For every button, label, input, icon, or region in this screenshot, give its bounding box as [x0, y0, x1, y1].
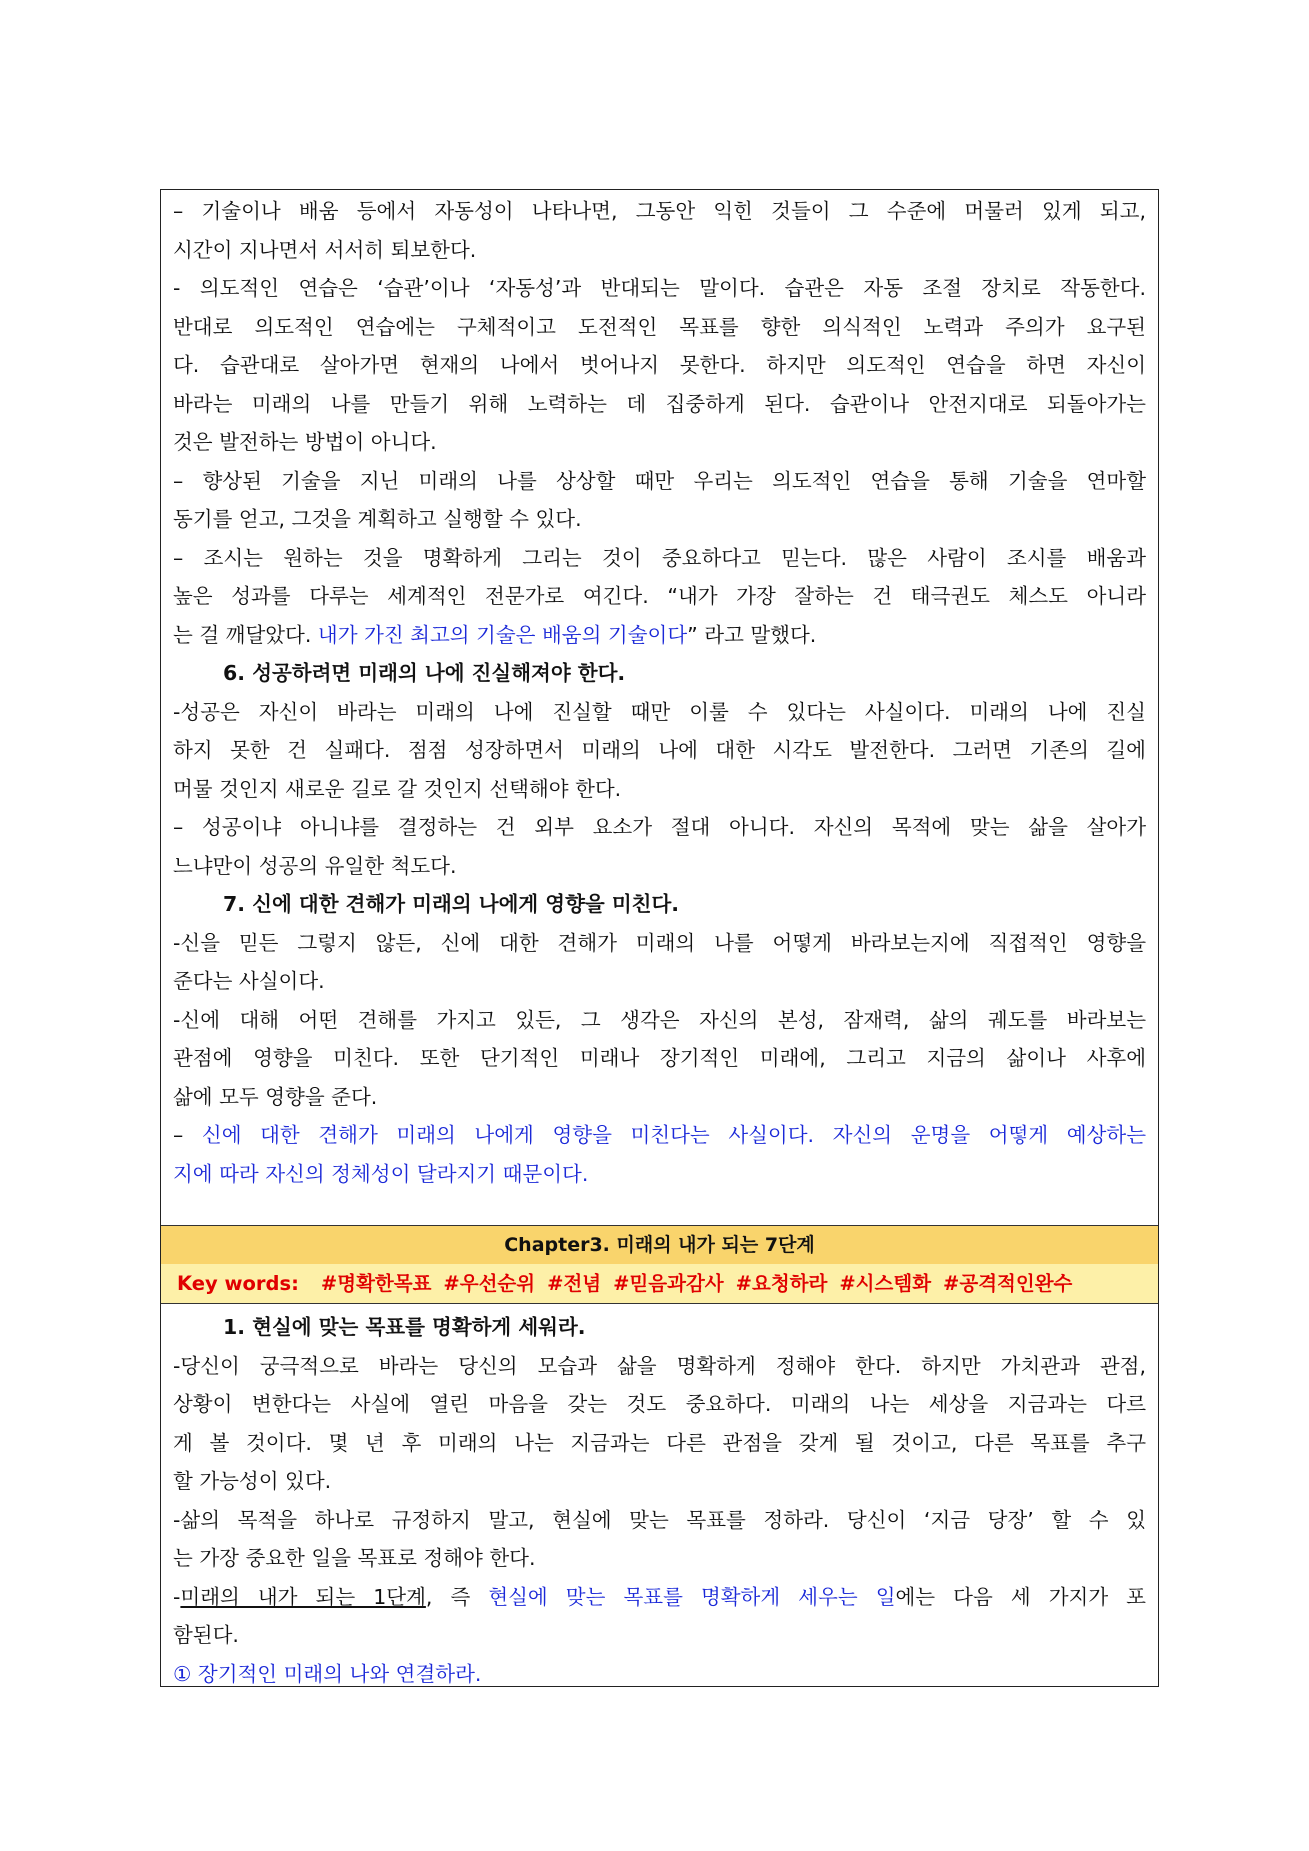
subheading-1: 1. 현실에 맞는 목표를 명확하게 세워라. [223, 1315, 586, 1339]
text-line: -삶의 목적을 하나로 규정하지 말고, 현실에 맞는 목표를 정하라. 당신이 ‘지금 당장’ 할 수 있 [173, 1507, 1146, 1532]
keyword-tag: #우선순위 [443, 1272, 536, 1295]
section-notes [173, 192, 1146, 1193]
section-chapter3 [173, 1308, 1146, 1693]
text-line: 동기를 얻고, 그것을 계획하고 실행할 수 있다. [173, 507, 582, 531]
text-line: 삶에 모두 영향을 준다. [173, 1084, 378, 1109]
subheading-6: 6. 성공하려면 미래의 나에 진실해져야 한다. [223, 661, 626, 685]
text-segment: 는 걸 깨달았다. [173, 622, 318, 647]
text-line: 할 가능성이 있다. [173, 1469, 332, 1493]
text-line: 다. 습관대로 살아가면 현재의 나에서 벗어나지 못한다. 하지만 의도적인 연습을 하면 자신이 [173, 353, 1146, 377]
keyword-tag: #시스템화 [839, 1272, 932, 1295]
text-line [173, 1116, 1146, 1155]
highlight-text: 지에 따라 자신의 정체성이 달라지기 때문이다. [173, 1161, 589, 1186]
text-line: – 향상된 기술을 지닌 미래의 나를 상상할 때만 우리는 의도적인 연습을 통해 기술을 연마할 [173, 468, 1146, 493]
keyword-tag: #공격적인완수 [943, 1272, 1073, 1295]
text-line: -당신이 궁극적으로 바라는 당신의 모습과 삶을 명확하게 정해야 한다. 하지만 가치관과 관점, [173, 1353, 1146, 1378]
keyword-tag: #요청하라 [735, 1272, 828, 1295]
step-item: ① 장기적인 미래의 나와 연결하라. [173, 1661, 482, 1686]
text-segment: , 즉 [425, 1584, 489, 1609]
text-line: -신에 대해 어떤 견해를 가지고 있든, 그 생각은 자신의 본성, 잠재력, 삶의 궤도를 바라보는 [173, 1007, 1146, 1032]
highlight-quote: 내가 가진 최고의 기술은 배움의 기술이다 [317, 622, 688, 647]
text-line: 시간이 지나면서 서서히 퇴보한다. [173, 237, 477, 262]
text-segment: 에는 다음 세 가지가 포 [895, 1584, 1146, 1609]
keyword-tag: #믿음과감사 [613, 1272, 724, 1295]
text-line: 준다는 사실이다. [173, 969, 325, 993]
text-segment: – [173, 1123, 202, 1147]
keywords-label: Key words: [177, 1272, 299, 1295]
text-line: - 의도적인 연습은 ‘습관’이나 ‘자동성’과 반대되는 말이다. 습관은 자동 조절 장치로 작동한다. [173, 276, 1146, 300]
keyword-tag: #전념 [547, 1272, 602, 1295]
underlined-text: 미래의 내가 되는 1단계 [180, 1584, 426, 1609]
text-line: 게 볼 것이다. 몇 년 후 미래의 나는 지금과는 다른 관점을 갖게 될 것이고, 다른 목표를 추구 [173, 1430, 1146, 1455]
text-line: 상황이 변한다는 사실에 열린 마음을 갖는 것도 중요하다. 미래의 나는 세상을 지금과는 다르 [173, 1392, 1146, 1416]
text-line: 것은 발전하는 방법이 아니다. [173, 430, 437, 454]
text-line: -성공은 자신이 바라는 미래의 나에 진실할 때만 이룰 수 있다는 사실이다. 미래의 나에 진실 [173, 699, 1146, 724]
text-line: 바라는 미래의 나를 만들기 위해 노력하는 데 집중하게 된다. 습관이나 안전지대로 되돌아가는 [173, 391, 1146, 416]
chapter-title: Chapter3. 미래의 내가 되는 7단계 [161, 1225, 1158, 1265]
subheading-7: 7. 신에 대한 견해가 미래의 나에게 영향을 미친다. [223, 892, 680, 916]
text-line: 반대로 의도적인 연습에는 구체적이고 도전적인 목표를 향한 의식적인 노력과 주의가 요구된 [173, 314, 1146, 339]
text-line [173, 1578, 1146, 1617]
text-line: -신을 믿든 그렇지 않든, 신에 대한 견해가 미래의 나를 어떻게 바라보는지에 직접적인 영향을 [173, 930, 1146, 955]
keyword-tag: #명확한목표 [320, 1272, 432, 1295]
text-line: – 성공이냐 아니냐를 결정하는 건 외부 요소가 절대 아니다. 자신의 목적에 맞는 삶을 살아가 [173, 815, 1146, 839]
text-segment: - [173, 1584, 181, 1609]
text-line: 함된다. [173, 1623, 239, 1647]
highlight-text: 현실에 맞는 목표를 명확하게 세우는 일 [488, 1584, 896, 1609]
text-line: 높은 성과를 다루는 세계적인 전문가로 여긴다. “내가 가장 잘하는 건 태극권도 체스도 아니라 [173, 584, 1146, 608]
text-line: 느냐만이 성공의 유일한 척도다. [173, 853, 457, 878]
text-line: 머물 것인지 새로운 길로 갈 것인지 선택해야 한다. [173, 776, 622, 801]
text-line: – 조시는 원하는 것을 명확하게 그리는 것이 중요하다고 믿는다. 많은 사람이 조시를 배움과 [173, 545, 1146, 570]
keywords-row [161, 1264, 1158, 1304]
text-line: 는 가장 중요한 일을 목표로 정해야 한다. [173, 1546, 536, 1570]
content-box [160, 189, 1159, 1687]
highlight-text: 신에 대한 견해가 미래의 나에게 영향을 미친다는 사실이다. 자신의 운명을 어떻게 예상하는 [201, 1123, 1146, 1147]
text-line: 하지 못한 건 실패다. 점점 성장하면서 미래의 나에 대한 시각도 발전한다. 그러면 기존의 길에 [173, 738, 1146, 762]
text-line: – 기술이나 배움 등에서 자동성이 나타나면, 그동안 익힌 것들이 그 수준에 머물러 있게 되고, [173, 199, 1146, 223]
text-segment: ” 라고 말했다. [687, 622, 817, 647]
text-line [173, 616, 1146, 655]
text-line: 관점에 영향을 미친다. 또한 단기적인 미래나 장기적인 미래에, 그리고 지금의 삶이나 사후에 [173, 1046, 1146, 1070]
